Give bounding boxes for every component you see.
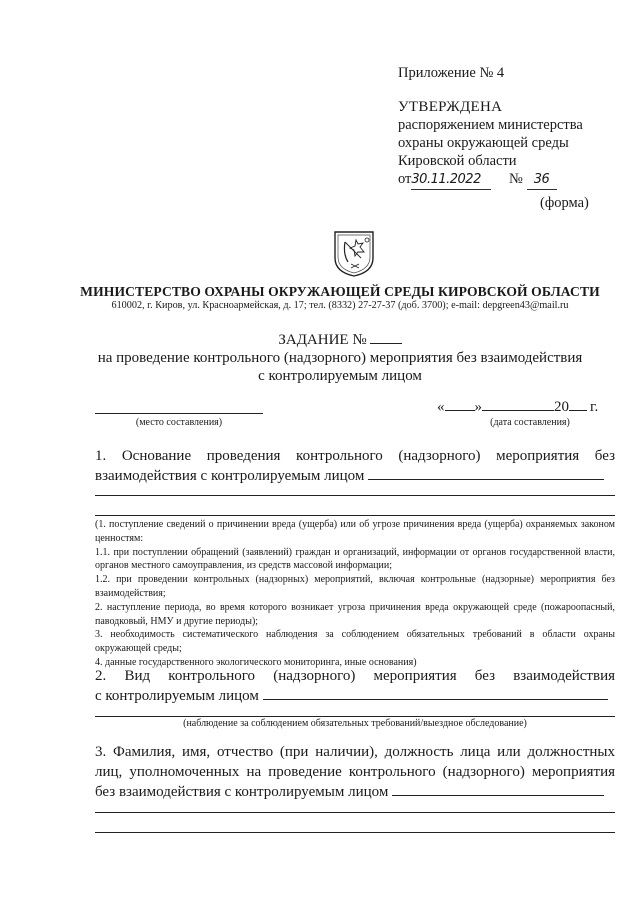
section-1-line-2 (95, 466, 615, 486)
note-item: (1. поступление сведений о причинении вреда (ущерба) или об угрозе причинения вреда (ущерба) охраняемых законом ценностям: (95, 519, 615, 544)
place-blank (95, 413, 263, 414)
approval-date-line (398, 170, 628, 190)
task-subtitle-line-2: с контролируемым лицом (258, 368, 422, 384)
section-3-blank-1 (392, 783, 604, 796)
place-caption: (место составления) (135, 417, 223, 428)
section-1-blank-3 (95, 515, 615, 516)
basis-notes (95, 518, 615, 670)
note-item: 2. наступление периода, во время которого возникает угроза причинения вреда окружающей среде (пожароопасный, паводковый, НМУ и другие периоды); (95, 601, 615, 627)
task-subtitle-line-1: на проведение контрольного (надзорного) мероприятия без взаимодействия (97, 350, 583, 366)
section-3-line-3-text: без взаимодействия с контролируемым лицом (95, 784, 389, 800)
task-subtitle (40, 349, 640, 385)
appendix-label: Приложение № 4 (398, 65, 505, 81)
section-3-blank-3 (95, 832, 615, 833)
approval-line-2: охраны окружающей среды (398, 135, 569, 151)
date-open-quote: « (437, 399, 445, 415)
ministry-name: МИНИСТЕРСТВО ОХРАНЫ ОКРУЖАЮЩЕЙ СРЕДЫ КИРОВСКОЙ ОБЛАСТИ (80, 284, 600, 299)
approval-date: 30.11.2022 (411, 171, 491, 190)
note-item: 4. данные государственного экологического мониторинга, иные основания) (95, 656, 417, 668)
date-close-quote: » (474, 399, 482, 415)
form-label: (форма) (540, 195, 589, 211)
section-1-blank-1 (368, 467, 604, 480)
month-blank (482, 398, 554, 411)
section-2-caption: (наблюдение за соблюдением обязательных требований/выездное обследование) (183, 718, 527, 729)
note-item: 1.1. при поступлении обращений (заявлений) граждан и организаций, информации от органов государственной власти, органов местного самоуправления, из средств массовой информации; (95, 546, 615, 572)
section-3-line-1: 3. Фамилия, имя, отчество (при наличии), должность лица или должностных (95, 744, 615, 760)
section-2-blank-1 (263, 687, 608, 700)
year-blank (569, 398, 587, 411)
section-1-blank-2 (95, 495, 615, 496)
task-title (40, 331, 640, 349)
section-3-line-2: лиц, уполномоченных на проведение контрольного (надзорного) мероприятия (95, 764, 615, 780)
task-number-blank (370, 331, 402, 344)
ministry-address: 610002, г. Киров, ул. Красноармейская, д. 17; тел. (8332) 27-27-37 (доб. 3700); e-mail: depgreen43@mail.ru (111, 300, 569, 311)
year-prefix: 20 (554, 399, 569, 415)
day-blank (445, 398, 475, 411)
section-2-line-2 (95, 686, 615, 706)
section-1-line-1: 1. Основание проведения контрольного (надзорного) мероприятия без (95, 448, 615, 464)
note-item: 3. необходимость систематического наблюдения за соблюдением обязательных требований в области охраны окружающей среды; (95, 629, 615, 655)
from-label: от (398, 171, 412, 187)
number-label: № (509, 171, 523, 187)
approval-number: 36 (527, 171, 557, 190)
note-item: 1.2. при проведении контрольных (надзорных) мероприятий, включая контрольные (надзорные) мероприятия без взаимодействия; (95, 574, 615, 599)
section-3-line-3 (95, 782, 615, 802)
approval-line-1: распоряжением министерства (398, 117, 583, 133)
approval-block (398, 64, 628, 190)
year-suffix: г. (590, 399, 599, 415)
approval-line-3: Кировской области (398, 153, 517, 169)
section-2-line-1: 2. Вид контрольного (надзорного) мероприятия без взаимодействия (95, 668, 615, 684)
section-2-line-2-text: с контролируемым лицом (95, 688, 259, 704)
date-row (437, 398, 598, 416)
task-title-text: ЗАДАНИЕ № (278, 332, 367, 348)
approved-label: УТВЕРЖДЕНА (398, 99, 503, 115)
coat-of-arms-icon (331, 228, 377, 278)
section-2-blank-2 (95, 716, 615, 717)
section-1-line-2-text: взаимодействия с контролируемым лицом (95, 468, 365, 484)
date-caption: (дата составления) (490, 417, 570, 428)
section-3-blank-2 (95, 812, 615, 813)
